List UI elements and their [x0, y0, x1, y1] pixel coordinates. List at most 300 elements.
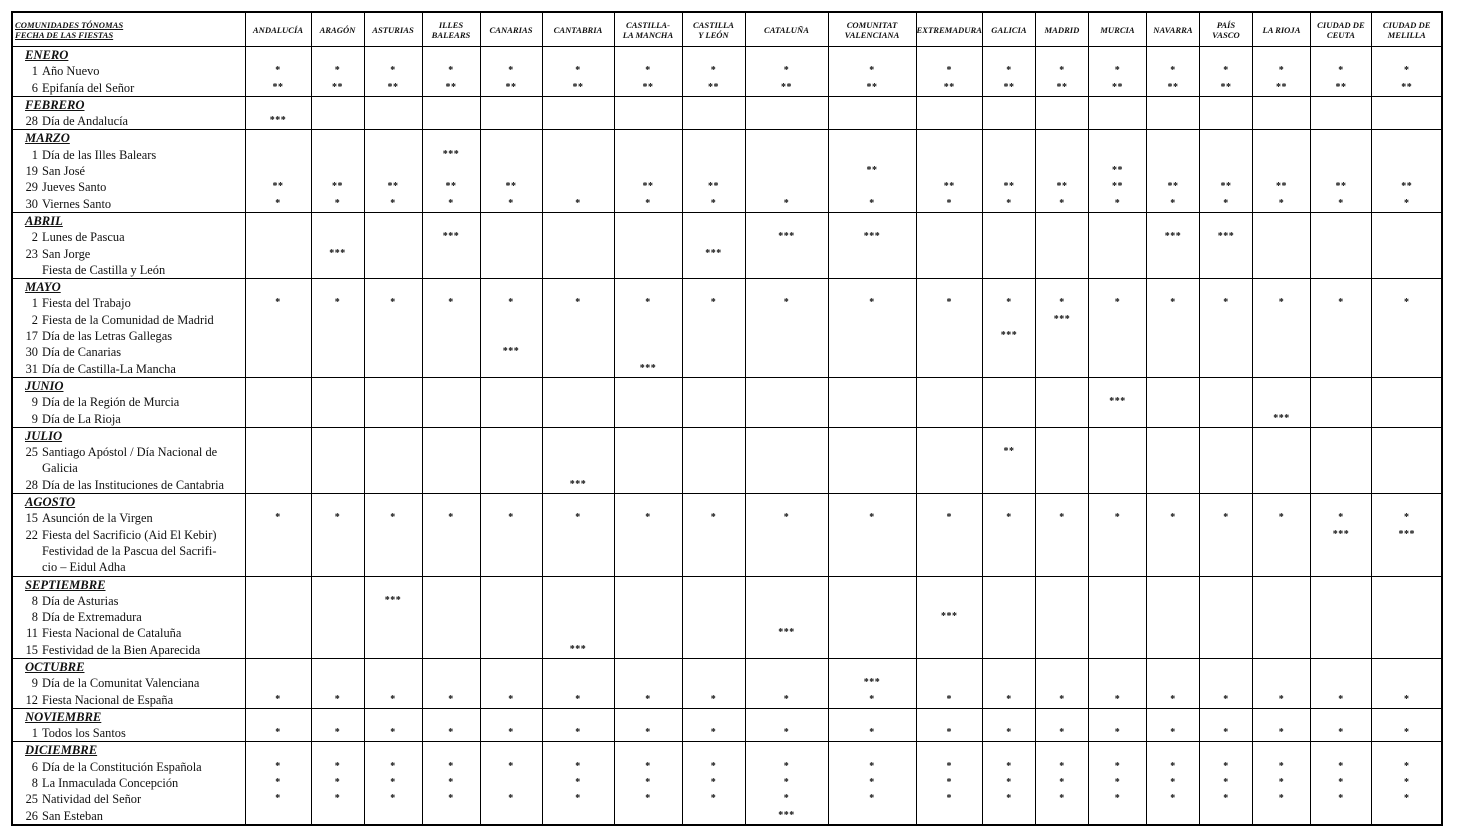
month-spacer [423, 659, 480, 675]
month-spacer [365, 428, 422, 444]
region-header-murcia [1088, 12, 1146, 47]
region-header-line: VALENCIANA [844, 29, 900, 40]
mark-cell-galicia [982, 279, 1035, 378]
mark-cell-extremadura [916, 96, 982, 130]
holiday-mark: * [1114, 297, 1121, 309]
month-label-cell [12, 47, 245, 97]
holiday-name: San Jorge [42, 246, 91, 261]
holiday-mark: * [710, 197, 717, 209]
holiday-mark-empty [1036, 229, 1088, 245]
month-spacer [1372, 577, 1442, 593]
holiday-mark-empty [312, 477, 364, 493]
holiday-mark-empty [481, 593, 542, 609]
holiday-mark: * [710, 512, 717, 524]
holiday-mark-empty [683, 675, 745, 691]
month-spacer [365, 97, 422, 113]
holiday-mark-empty [1200, 808, 1252, 824]
holiday-mark: ** [708, 81, 719, 93]
holiday-mark-empty [423, 444, 480, 460]
month-name: ABRIL [25, 213, 63, 228]
holiday-mark-empty [246, 411, 311, 427]
holiday-mark-empty [1089, 312, 1146, 328]
holiday-mark-empty [1036, 163, 1088, 179]
holiday-mark: * [390, 197, 396, 209]
holiday-mark-empty [746, 113, 828, 129]
region-header-line: CASTILLA [692, 19, 735, 30]
holiday-mark-empty [829, 344, 916, 360]
holiday-mark-empty [615, 394, 682, 410]
mark-cell-la-rioja [1252, 427, 1310, 493]
mark-cell-extremadura [916, 658, 982, 708]
holiday-mark-empty [1253, 625, 1310, 641]
holiday-mark: * [1403, 777, 1410, 789]
month-name: JULIO [25, 428, 63, 443]
month-spacer [1147, 659, 1199, 675]
holiday-mark-empty [246, 394, 311, 410]
mark-cell-madrid [1035, 742, 1088, 825]
month-spacer [746, 428, 828, 444]
holiday-mark: * [1223, 777, 1229, 789]
holiday-mark-empty [917, 312, 982, 328]
holiday-mark-empty [246, 808, 311, 824]
holiday-item [15, 246, 245, 262]
mark-cell-ciudad-de-melilla [1371, 279, 1442, 378]
month-spacer [746, 279, 828, 295]
holiday-mark: * [390, 297, 396, 309]
month-spacer [481, 659, 542, 675]
month-spacer [246, 130, 311, 146]
holiday-mark: *** [442, 231, 460, 243]
month-spacer [312, 494, 364, 510]
holiday-mark-empty [1089, 444, 1146, 460]
month-spacer [746, 213, 828, 229]
holiday-name: Día de la Región de Murcia [42, 395, 180, 410]
holiday-mark: * [1059, 297, 1065, 309]
month-spacer [829, 709, 916, 725]
holiday-table [11, 11, 1443, 826]
holiday-name: Jueves Santo [42, 180, 107, 195]
holiday-mark: * [575, 777, 581, 789]
holiday-mark-empty [683, 593, 745, 609]
month-spacer [1311, 494, 1371, 510]
holiday-mark-empty [917, 113, 982, 129]
mark-cell-navarra [1146, 212, 1199, 278]
holiday-item [15, 361, 245, 377]
line-filler [365, 543, 422, 559]
holiday-mark: * [334, 793, 341, 805]
holiday-mark-empty [1253, 593, 1310, 609]
mark-cell-castilla-la-mancha [614, 212, 682, 278]
holiday-mark-empty [1147, 361, 1199, 377]
holiday-mark: * [710, 65, 717, 77]
month-spacer [365, 213, 422, 229]
holiday-mark-empty [829, 411, 916, 427]
holiday-mark: * [1403, 760, 1410, 772]
holiday-name: Fiesta Nacional de España [42, 692, 174, 707]
month-spacer [983, 494, 1035, 510]
month-label-cell [12, 279, 245, 378]
holiday-mark-empty [481, 361, 542, 377]
region-header-line: CASTILLA- [626, 19, 670, 30]
holiday-mark: * [783, 777, 790, 789]
holiday-mark-empty [1200, 675, 1252, 691]
holiday-name-continued: Galicia [42, 461, 78, 476]
holiday-name: Día de Canarias [42, 345, 122, 360]
mark-cell-cataluna [745, 427, 828, 493]
mark-cell-murcia [1088, 494, 1146, 576]
holiday-mark-empty [543, 675, 614, 691]
month-spacer [1147, 428, 1199, 444]
holiday-mark-empty [746, 328, 828, 344]
mark-cell-castilla-la-mancha [614, 708, 682, 742]
month-spacer [1200, 130, 1252, 146]
mark-cell-ciudad-de-melilla [1371, 96, 1442, 130]
month-label-cell [12, 494, 245, 576]
month-spacer [746, 577, 828, 593]
holiday-mark-empty [423, 361, 480, 377]
region-header-line: VASCO [1212, 29, 1240, 40]
holiday-mark: * [448, 297, 454, 309]
holiday-mark: * [1403, 512, 1410, 524]
month-spacer [365, 47, 422, 63]
holiday-item [15, 675, 245, 691]
holiday-mark: * [783, 512, 790, 524]
line-filler [1200, 543, 1252, 559]
holiday-mark: * [1338, 197, 1344, 209]
line-filler [1311, 559, 1371, 575]
holiday-mark-empty [1036, 344, 1088, 360]
mark-cell-galicia [982, 130, 1035, 212]
holiday-mark: * [710, 297, 717, 309]
holiday-mark: * [448, 65, 454, 77]
holiday-mark: * [1114, 760, 1121, 772]
month-spacer [917, 577, 982, 593]
mark-cell-ciudad-de-ceuta [1310, 576, 1371, 658]
holiday-day: 30 [25, 345, 38, 360]
holiday-mark-empty [312, 328, 364, 344]
holiday-mark: * [448, 760, 454, 772]
holiday-mark-empty [1311, 593, 1371, 609]
mark-cell-cataluna [745, 47, 828, 97]
holiday-mark: * [946, 297, 952, 309]
month-spacer [543, 47, 614, 63]
holiday-item [15, 312, 245, 328]
holiday-mark-empty [365, 312, 422, 328]
holiday-mark: * [1114, 693, 1121, 705]
month-spacer [829, 279, 916, 295]
mark-cell-cantabria [542, 377, 614, 427]
month-spacer [312, 428, 364, 444]
holiday-mark-empty [365, 147, 422, 163]
holiday-day: 9 [31, 395, 38, 410]
region-header-line: CANARIAS [489, 24, 533, 35]
holiday-mark: *** [1217, 231, 1235, 243]
holiday-mark: * [508, 693, 514, 705]
holiday-mark: ** [1111, 165, 1123, 177]
region-header-extremadura [916, 12, 982, 47]
holiday-mark: * [869, 727, 875, 739]
mark-cell-canarias [480, 130, 542, 212]
month-spacer [365, 659, 422, 675]
mark-cell-madrid [1035, 576, 1088, 658]
month-spacer [1089, 130, 1146, 146]
holiday-mark: *** [269, 115, 287, 127]
holiday-mark: * [946, 777, 952, 789]
holiday-mark: ** [1220, 181, 1232, 193]
holiday-mark-empty [1253, 394, 1310, 410]
holiday-mark: * [1006, 693, 1012, 705]
holiday-mark-empty [746, 361, 828, 377]
mark-cell-galicia [982, 658, 1035, 708]
month-spacer [312, 130, 364, 146]
holiday-day: 9 [31, 676, 38, 691]
month-spacer [481, 213, 542, 229]
holiday-mark-empty [1200, 113, 1252, 129]
month-spacer [481, 378, 542, 394]
holiday-name: Día de Extremadura [42, 610, 142, 625]
month-spacer [246, 378, 311, 394]
month-spacer [1372, 378, 1442, 394]
holiday-mark: * [390, 793, 396, 805]
holiday-mark: *** [502, 346, 520, 358]
mark-cell-comunitat-valenciana [828, 279, 916, 378]
holiday-item [15, 444, 245, 460]
holiday-mark: * [1059, 65, 1065, 77]
line-filler [1372, 460, 1442, 476]
line-filler [1147, 559, 1199, 575]
holiday-mark: * [1170, 297, 1176, 309]
month-spacer [746, 659, 828, 675]
holiday-mark: * [645, 760, 651, 772]
holiday-mark-empty [1372, 642, 1442, 658]
holiday-mark-empty [683, 411, 745, 427]
holiday-mark: * [275, 65, 281, 77]
line-filler [1200, 460, 1252, 476]
holiday-mark-empty [1372, 361, 1442, 377]
mark-cell-ciudad-de-melilla [1371, 576, 1442, 658]
holiday-mark: * [508, 760, 514, 772]
holiday-mark: * [869, 760, 875, 772]
holiday-mark-empty [615, 113, 682, 129]
month-spacer [983, 47, 1035, 63]
holiday-mark: * [508, 727, 514, 739]
holiday-mark: * [1114, 727, 1121, 739]
month-spacer [1311, 47, 1371, 63]
month-spacer [829, 659, 916, 675]
month-spacer [829, 378, 916, 394]
holiday-mark: ** [1111, 81, 1123, 93]
holiday-mark-empty [829, 642, 916, 658]
mark-cell-aragon [311, 658, 364, 708]
holiday-name: Día de la Constitución Española [42, 759, 202, 774]
mark-cell-illes-balears [422, 96, 480, 130]
holiday-mark: * [390, 693, 396, 705]
month-spacer [1200, 494, 1252, 510]
holiday-mark: * [1223, 760, 1229, 772]
mark-cell-castilla-la-mancha [614, 742, 682, 825]
month-row-agosto [12, 494, 1442, 576]
month-spacer [312, 279, 364, 295]
holiday-mark-empty [1372, 147, 1442, 163]
mark-cell-ciudad-de-ceuta [1310, 130, 1371, 212]
month-spacer [1036, 279, 1088, 295]
holiday-day: 30 [25, 196, 38, 211]
holiday-mark-empty [1253, 113, 1310, 129]
month-label-cell [12, 742, 245, 825]
mark-cell-ciudad-de-ceuta [1310, 742, 1371, 825]
holiday-mark-empty [1311, 609, 1371, 625]
mark-cell-cataluna [745, 708, 828, 742]
holiday-item [15, 295, 245, 311]
holiday-mark-empty [1089, 147, 1146, 163]
holiday-mark-empty [1311, 444, 1371, 460]
mark-cell-pais-vasco [1199, 427, 1252, 493]
holiday-mark: ** [445, 81, 457, 93]
month-spacer [983, 659, 1035, 675]
holiday-item [15, 593, 245, 609]
holiday-name-continued: Fiesta de Castilla y León [42, 262, 166, 277]
holiday-mark-empty [312, 113, 364, 129]
holiday-mark-empty [615, 163, 682, 179]
mark-cell-pais-vasco [1199, 576, 1252, 658]
holiday-mark-empty [983, 609, 1035, 625]
line-filler [683, 460, 745, 476]
holiday-mark-empty [829, 179, 916, 195]
holiday-mark-empty [312, 625, 364, 641]
holiday-mark: * [1338, 760, 1344, 772]
month-spacer [543, 428, 614, 444]
holiday-mark: * [334, 297, 341, 309]
holiday-mark-empty [246, 312, 311, 328]
holiday-mark-empty [683, 163, 745, 179]
mark-cell-asturias [364, 658, 422, 708]
holiday-day: 31 [25, 361, 38, 376]
month-spacer [1253, 742, 1310, 758]
holiday-mark-empty [983, 163, 1035, 179]
holiday-item [15, 510, 245, 526]
holiday-mark: * [275, 760, 281, 772]
month-spacer [1253, 130, 1310, 146]
holiday-mark: * [1278, 512, 1285, 524]
holiday-name: Día de la Comunitat Valenciana [42, 676, 200, 691]
holiday-item [15, 625, 245, 641]
mark-cell-navarra [1146, 658, 1199, 708]
mark-cell-extremadura [916, 708, 982, 742]
holiday-mark-empty [1311, 328, 1371, 344]
month-spacer [1200, 659, 1252, 675]
holiday-name-continued: cio – Eidul Adha [42, 560, 126, 575]
holiday-mark: *** [1273, 412, 1290, 424]
holiday-item [15, 113, 245, 129]
holiday-mark: * [334, 760, 341, 772]
holiday-name-continued: Festividad de la Pascua del Sacrifi- [42, 543, 217, 558]
region-header-andalucia [245, 12, 311, 47]
holiday-mark: * [1403, 65, 1410, 77]
month-spacer [1200, 709, 1252, 725]
mark-cell-la-rioja [1252, 212, 1310, 278]
month-spacer [246, 709, 311, 725]
holiday-name: Día de las Instituciones de Cantabria [42, 477, 225, 492]
holiday-mark-empty [1036, 113, 1088, 129]
mark-cell-comunitat-valenciana [828, 377, 916, 427]
line-filler [746, 559, 828, 575]
line-filler [829, 460, 916, 476]
month-spacer [312, 742, 364, 758]
holiday-mark-empty [746, 675, 828, 691]
holiday-mark: *** [778, 809, 795, 821]
month-spacer [1089, 97, 1146, 113]
holiday-mark: * [869, 65, 875, 77]
holiday-name: Fiesta del Trabajo [42, 296, 131, 311]
holiday-mark: * [508, 512, 514, 524]
month-spacer [1253, 709, 1310, 725]
holiday-mark-empty [1036, 328, 1088, 344]
mark-cell-castilla-y-leon [682, 279, 745, 378]
holiday-mark: * [1059, 693, 1065, 705]
region-header-pais-vasco [1199, 12, 1252, 47]
month-spacer [543, 130, 614, 146]
mark-cell-la-rioja [1252, 494, 1310, 576]
mark-cell-navarra [1146, 576, 1199, 658]
mark-cell-castilla-y-leon [682, 96, 745, 130]
region-header-line: BALEARS [431, 29, 471, 40]
holiday-mark-empty [917, 477, 982, 493]
holiday-mark-empty [1036, 444, 1088, 460]
mark-cell-murcia [1088, 427, 1146, 493]
month-spacer [365, 709, 422, 725]
holiday-day: 1 [31, 296, 38, 311]
holiday-mark-empty [1311, 642, 1371, 658]
month-name: SEPTIEMBRE [25, 577, 106, 592]
line-filler [423, 262, 480, 278]
mark-cell-cantabria [542, 279, 614, 378]
holiday-mark: * [1278, 777, 1285, 789]
holiday-mark-empty [1200, 394, 1252, 410]
holiday-mark-empty [481, 328, 542, 344]
holiday-mark-empty [1311, 411, 1371, 427]
month-spacer [1147, 709, 1199, 725]
holiday-mark-empty [983, 642, 1035, 658]
holiday-name: San Esteban [42, 808, 103, 823]
holiday-mark-empty [543, 609, 614, 625]
mark-cell-illes-balears [422, 130, 480, 212]
holiday-mark: * [783, 793, 790, 805]
holiday-mark: * [869, 777, 875, 789]
mark-cell-la-rioja [1252, 377, 1310, 427]
holiday-mark: *** [639, 362, 657, 374]
holiday-mark-empty [746, 527, 828, 543]
holiday-mark: * [275, 297, 281, 309]
holiday-mark: * [334, 727, 341, 739]
holiday-mark: * [390, 65, 396, 77]
holiday-mark-empty [1253, 808, 1310, 824]
mark-cell-comunitat-valenciana [828, 576, 916, 658]
holiday-mark: * [334, 777, 341, 789]
holiday-mark-empty [543, 344, 614, 360]
holiday-mark-empty [983, 361, 1035, 377]
holiday-mark: * [1170, 65, 1176, 77]
holiday-mark-empty [746, 642, 828, 658]
holiday-mark-empty [312, 609, 364, 625]
line-filler [1147, 460, 1199, 476]
month-spacer [1147, 494, 1199, 510]
month-spacer [246, 494, 311, 510]
holiday-mark-empty [917, 361, 982, 377]
line-filler [615, 559, 682, 575]
region-header-line: CEUTA [1326, 29, 1356, 40]
mark-cell-navarra [1146, 279, 1199, 378]
month-spacer [1147, 378, 1199, 394]
